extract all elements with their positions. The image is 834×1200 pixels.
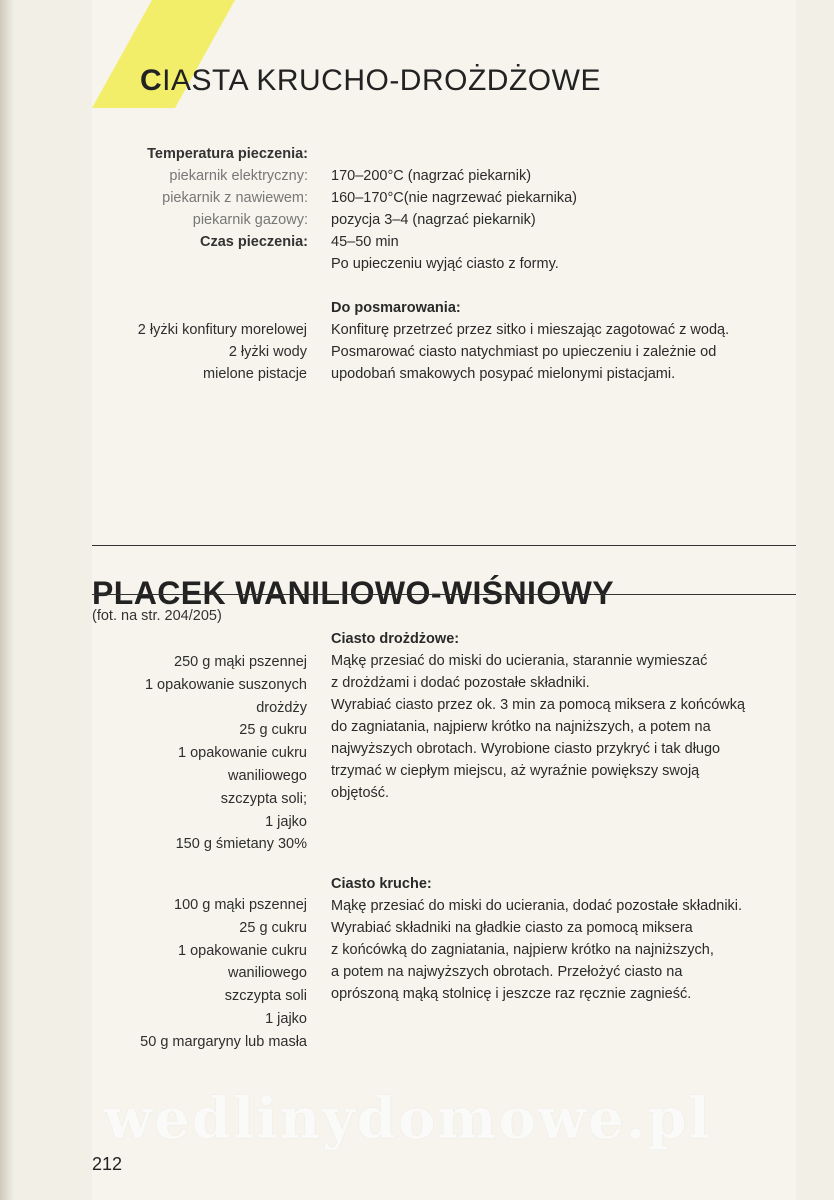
ingredient: waniliowego <box>228 767 307 784</box>
yeast-dough-ingredients <box>145 651 307 856</box>
page-gutter-shadow <box>0 0 14 1200</box>
glaze-block <box>331 297 729 385</box>
glaze-text-line: Konfiturę przetrzeć przez sitko i mieszając zagotować z wodą. <box>331 322 730 338</box>
shortcrust-text-line: Mąkę przesiać do miski do ucierania, dodać pozostałe składniki. <box>331 898 743 914</box>
oven-value-gas: pozycja 3–4 (nagrzać piekarnik) <box>331 212 536 228</box>
yeast-text-line: Mąkę przesiać do miski do ucierania, starannie wymieszać <box>331 653 708 669</box>
yeast-text-line: objętość. <box>331 785 390 801</box>
yeast-text-line: Wyrabiać ciasto przez ok. 3 min za pomocą miksera z końcówką <box>331 697 746 713</box>
yeast-dough-heading: Ciasto drożdżowe: <box>331 631 460 647</box>
ingredient: mielone pistacje <box>203 366 307 382</box>
baking-values <box>331 165 577 275</box>
ingredient: 100 g mąki pszennej <box>174 897 307 913</box>
ingredient: 1 opakowanie cukru <box>178 942 307 959</box>
ingredient: 1 jajko <box>265 813 307 830</box>
glaze-text-line: upodobań smakowych posypać mielonymi pistacjami. <box>331 366 676 382</box>
section-rule-top <box>92 545 796 546</box>
ingredient: 1 opakowanie suszonych <box>144 676 307 693</box>
temp-heading: Temperatura pieczenia: <box>147 146 308 162</box>
time-value: 45–50 min <box>331 234 399 250</box>
glaze-ingredients <box>138 319 307 385</box>
ingredient: drożdży <box>256 699 307 716</box>
page-number: 212 <box>92 1154 123 1174</box>
shortcrust-text-line: a potem na najwyższych obrotach. Przełożyć ciasto na <box>331 964 683 980</box>
ingredient: 50 g margaryny lub masła <box>140 1033 307 1050</box>
section-title-ciasta: CIASTA KRUCHO-DROŻDŻOWE <box>140 64 601 98</box>
yellow-accent-stripe <box>0 0 834 120</box>
glaze-heading: Do posmarowania: <box>331 300 461 316</box>
baking-labels <box>147 143 308 253</box>
ingredient: 25 g cukru <box>239 722 307 739</box>
time-label: Czas pieczenia: <box>200 234 308 250</box>
oven-label-electric: piekarnik elektryczny: <box>169 168 308 184</box>
section-title-placek: PLACEK WANILIOWO-WIŚNIOWY <box>92 574 614 611</box>
shortcrust-block <box>331 873 742 1005</box>
oven-value-electric: 170–200°C (nagrzać piekarnik) <box>331 168 532 184</box>
yeast-text-line: do zagniatania, najpierw krótko na najniższych, a potem na <box>331 719 711 735</box>
yeast-dough-block <box>331 628 745 804</box>
ingredient: waniliowego <box>228 965 307 982</box>
ingredient: 1 jajko <box>265 1010 307 1027</box>
yeast-text-line: najwyższych obrotach. Wyrobione ciasto przykryć i tak długo <box>331 741 721 757</box>
shortcrust-text-line: z końcówką do zagniatania, najpierw krótko na najniższych, <box>331 942 714 958</box>
photo-reference: (fot. na str. 204/205) <box>92 608 222 624</box>
site-watermark: wedlinydomowe.pl <box>104 1086 712 1152</box>
ingredient: 2 łyżki wody <box>228 344 307 360</box>
ingredient: 1 opakowanie cukru <box>178 745 307 762</box>
ingredient: 2 łyżki konfitury morelowej <box>137 322 307 338</box>
ingredient: 150 g śmietany 30% <box>175 836 307 853</box>
yeast-text-line: trzymać w ciepłym miejscu, aż wyraźnie powiększy swoją <box>331 763 700 779</box>
shortcrust-ingredients <box>140 894 307 1054</box>
shortcrust-heading: Ciasto kruche: <box>331 876 432 892</box>
ingredient: szczypta soli <box>224 988 307 1005</box>
shortcrust-text-line: oprószoną mąką stolnicę i jeszcze raz ręcznie zagnieść. <box>331 986 692 1002</box>
oven-label-gas: piekarnik gazowy: <box>192 212 308 228</box>
ingredient: 250 g mąki pszennej <box>174 654 307 670</box>
oven-value-fan: 160–170°C(nie nagrzewać piekarnika) <box>331 190 577 206</box>
shortcrust-text-line: Wyrabiać składniki na gładkie ciasto za pomocą miksera <box>331 920 693 936</box>
ingredient: szczypta soli; <box>220 790 307 807</box>
section-rule-bottom <box>92 594 796 595</box>
ingredient: 25 g cukru <box>239 919 307 936</box>
glaze-text-line: Posmarować ciasto natychmiast po upieczeniu i zależnie od <box>331 344 717 360</box>
after-baking-note: Po upieczeniu wyjąć ciasto z formy. <box>331 256 559 272</box>
yeast-text-line: z drożdżami i dodać pozostałe składniki. <box>331 675 590 691</box>
oven-label-fan: piekarnik z nawiewem: <box>162 190 308 206</box>
